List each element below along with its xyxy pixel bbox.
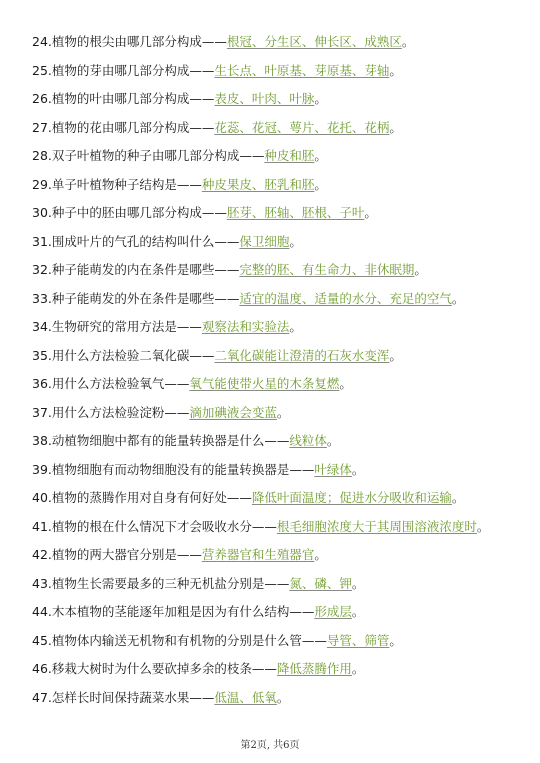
list-item bbox=[32, 655, 532, 684]
answer-text: 滴加碘液会变蓝 bbox=[189, 404, 277, 420]
answer-text: 表皮、叶肉、叶脉 bbox=[214, 91, 315, 106]
list-item bbox=[32, 171, 532, 200]
question-text: 29.单子叶植物种子结构是—— bbox=[32, 176, 202, 192]
answer-text: 完整的胚、有生命力、非休眠期 bbox=[239, 262, 415, 277]
question-text: 40.植物的蒸腾作用对自身有何好处—— bbox=[32, 490, 252, 505]
sentence-end: 。 bbox=[351, 461, 365, 477]
question-text: 31.围成叶片的气孔的结构叫什么—— bbox=[32, 233, 240, 249]
sentence-end: 。 bbox=[451, 490, 465, 505]
sentence-end: 。 bbox=[414, 262, 427, 277]
sentence-end: 。 bbox=[326, 433, 340, 448]
answer-text: 低温、低氧 bbox=[214, 689, 277, 705]
sentence-end: 。 bbox=[389, 632, 402, 648]
question-text: 37.用什么方法检验淀粉—— bbox=[32, 404, 190, 420]
sentence-end: 。 bbox=[314, 91, 327, 106]
answer-text: 二氧化碳能让澄清的石灰水变浑 bbox=[214, 347, 390, 363]
question-text: 36.用什么方法检验氧气—— bbox=[32, 376, 190, 391]
list-item bbox=[32, 684, 532, 713]
sentence-end: 。 bbox=[389, 119, 402, 135]
answer-text: 适宜的温度、适量的水分、充足的空气 bbox=[239, 290, 452, 306]
sentence-end: 。 bbox=[276, 404, 290, 420]
sentence-end: 。 bbox=[351, 604, 365, 619]
question-text: 44.木本植物的茎能逐年加粗是因为有什么结构—— bbox=[32, 604, 315, 619]
question-text: 45.植物体内输送无机物和有机物的分别是什么管—— bbox=[32, 632, 327, 648]
list-item bbox=[32, 399, 532, 428]
list-item bbox=[32, 114, 532, 143]
sentence-end: 。 bbox=[314, 176, 327, 192]
answer-text: 叶绿体 bbox=[314, 461, 352, 477]
sentence-end: 。 bbox=[289, 319, 302, 334]
question-text: 47.怎样长时间保持蔬菜水果—— bbox=[32, 689, 215, 705]
answer-text: 营养器官和生殖器官 bbox=[201, 547, 315, 562]
list-item bbox=[32, 484, 532, 513]
answer-text: 根冠、分生区、伸长区、成熟区 bbox=[226, 34, 402, 49]
sentence-end: 。 bbox=[451, 290, 465, 306]
answer-text: 线粒体 bbox=[289, 433, 327, 448]
sentence-end: 。 bbox=[351, 661, 365, 676]
list-item bbox=[32, 142, 532, 171]
list-item bbox=[32, 313, 532, 342]
question-text: 30.种子中的胚由哪几部分构成—— bbox=[32, 205, 227, 220]
answer-text: 氮、磷、钾 bbox=[289, 575, 352, 591]
question-text: 46.移栽大树时为什么要砍掉多余的枝条—— bbox=[32, 661, 277, 676]
sentence-end: 。 bbox=[314, 547, 327, 562]
answer-text: 形成层 bbox=[314, 604, 352, 619]
sentence-end: 。 bbox=[289, 233, 302, 249]
list-item bbox=[32, 57, 532, 86]
sentence-end: 。 bbox=[339, 376, 352, 391]
question-text: 35.用什么方法检验二氧化碳—— bbox=[32, 347, 215, 363]
question-text: 26.植物的叶由哪几部分构成—— bbox=[32, 91, 215, 106]
list-item bbox=[32, 228, 532, 257]
list-item bbox=[32, 342, 532, 371]
page-number: 第2页, 共6页 bbox=[240, 740, 300, 751]
list-item bbox=[32, 598, 532, 627]
page-footer bbox=[0, 736, 540, 751]
sentence-end: 。 bbox=[389, 347, 402, 363]
answer-text: 种皮果皮、胚乳和胚 bbox=[201, 176, 315, 192]
answer-text: 胚芽、胚轴、胚根、子叶 bbox=[226, 205, 365, 220]
answer-text: 花蕊、花冠、萼片、花托、花柄 bbox=[214, 119, 390, 135]
answer-text: 保卫细胞 bbox=[239, 233, 290, 249]
answer-text: 种皮和胚 bbox=[264, 148, 315, 163]
question-text: 38.动植物细胞中都有的能量转换器是什么—— bbox=[32, 433, 290, 448]
list-item bbox=[32, 513, 532, 542]
list-item bbox=[32, 456, 532, 485]
answer-text: 氧气能使带火星的木条复燃 bbox=[189, 376, 340, 391]
question-text: 33.种子能萌发的外在条件是哪些—— bbox=[32, 290, 240, 306]
sentence-end: 。 bbox=[351, 575, 365, 591]
list-item bbox=[32, 370, 532, 399]
sentence-end: 。 bbox=[401, 34, 415, 49]
question-text: 27.植物的花由哪几部分构成—— bbox=[32, 119, 215, 135]
list-item bbox=[32, 285, 532, 314]
list-item bbox=[32, 256, 532, 285]
question-text: 34.生物研究的常用方法是—— bbox=[32, 319, 202, 334]
list-item bbox=[32, 570, 532, 599]
answer-text: 观察法和实验法 bbox=[201, 319, 290, 334]
list-item bbox=[32, 627, 532, 656]
question-text: 42.植物的两大器官分别是—— bbox=[32, 547, 202, 562]
question-text: 25.植物的芽由哪几部分构成—— bbox=[32, 62, 215, 78]
sentence-end: 。 bbox=[389, 62, 402, 78]
answer-text: 生长点、叶原基、芽原基、芽轴 bbox=[214, 62, 390, 78]
question-text: 39.植物细胞有而动物细胞没有的能量转换器是—— bbox=[32, 461, 315, 477]
question-text: 41.植物的根在什么情况下才会吸收水分—— bbox=[32, 518, 277, 534]
answer-text: 根毛细胞浓度大于其周围溶液浓度时 bbox=[276, 518, 477, 534]
list-item bbox=[32, 199, 532, 228]
question-text: 32.种子能萌发的内在条件是哪些—— bbox=[32, 262, 240, 277]
question-list bbox=[32, 28, 532, 712]
answer-text: 降低叶面温度；促进水分吸收和运输 bbox=[251, 490, 452, 505]
list-item bbox=[32, 28, 532, 57]
question-text: 43.植物生长需要最多的三种无机盐分别是—— bbox=[32, 575, 290, 591]
answer-text: 导管、筛管 bbox=[326, 632, 390, 648]
sentence-end: 。 bbox=[476, 518, 490, 534]
sentence-end: 。 bbox=[364, 205, 377, 220]
answer-text: 降低蒸腾作用 bbox=[276, 661, 352, 676]
sentence-end: 。 bbox=[314, 148, 327, 163]
sentence-end: 。 bbox=[276, 689, 290, 705]
question-text: 24.植物的根尖由哪几部分构成—— bbox=[32, 34, 227, 49]
list-item bbox=[32, 85, 532, 114]
list-item bbox=[32, 541, 532, 570]
list-item bbox=[32, 427, 532, 456]
question-text: 28.双子叶植物的种子由哪几部分构成—— bbox=[32, 148, 265, 163]
